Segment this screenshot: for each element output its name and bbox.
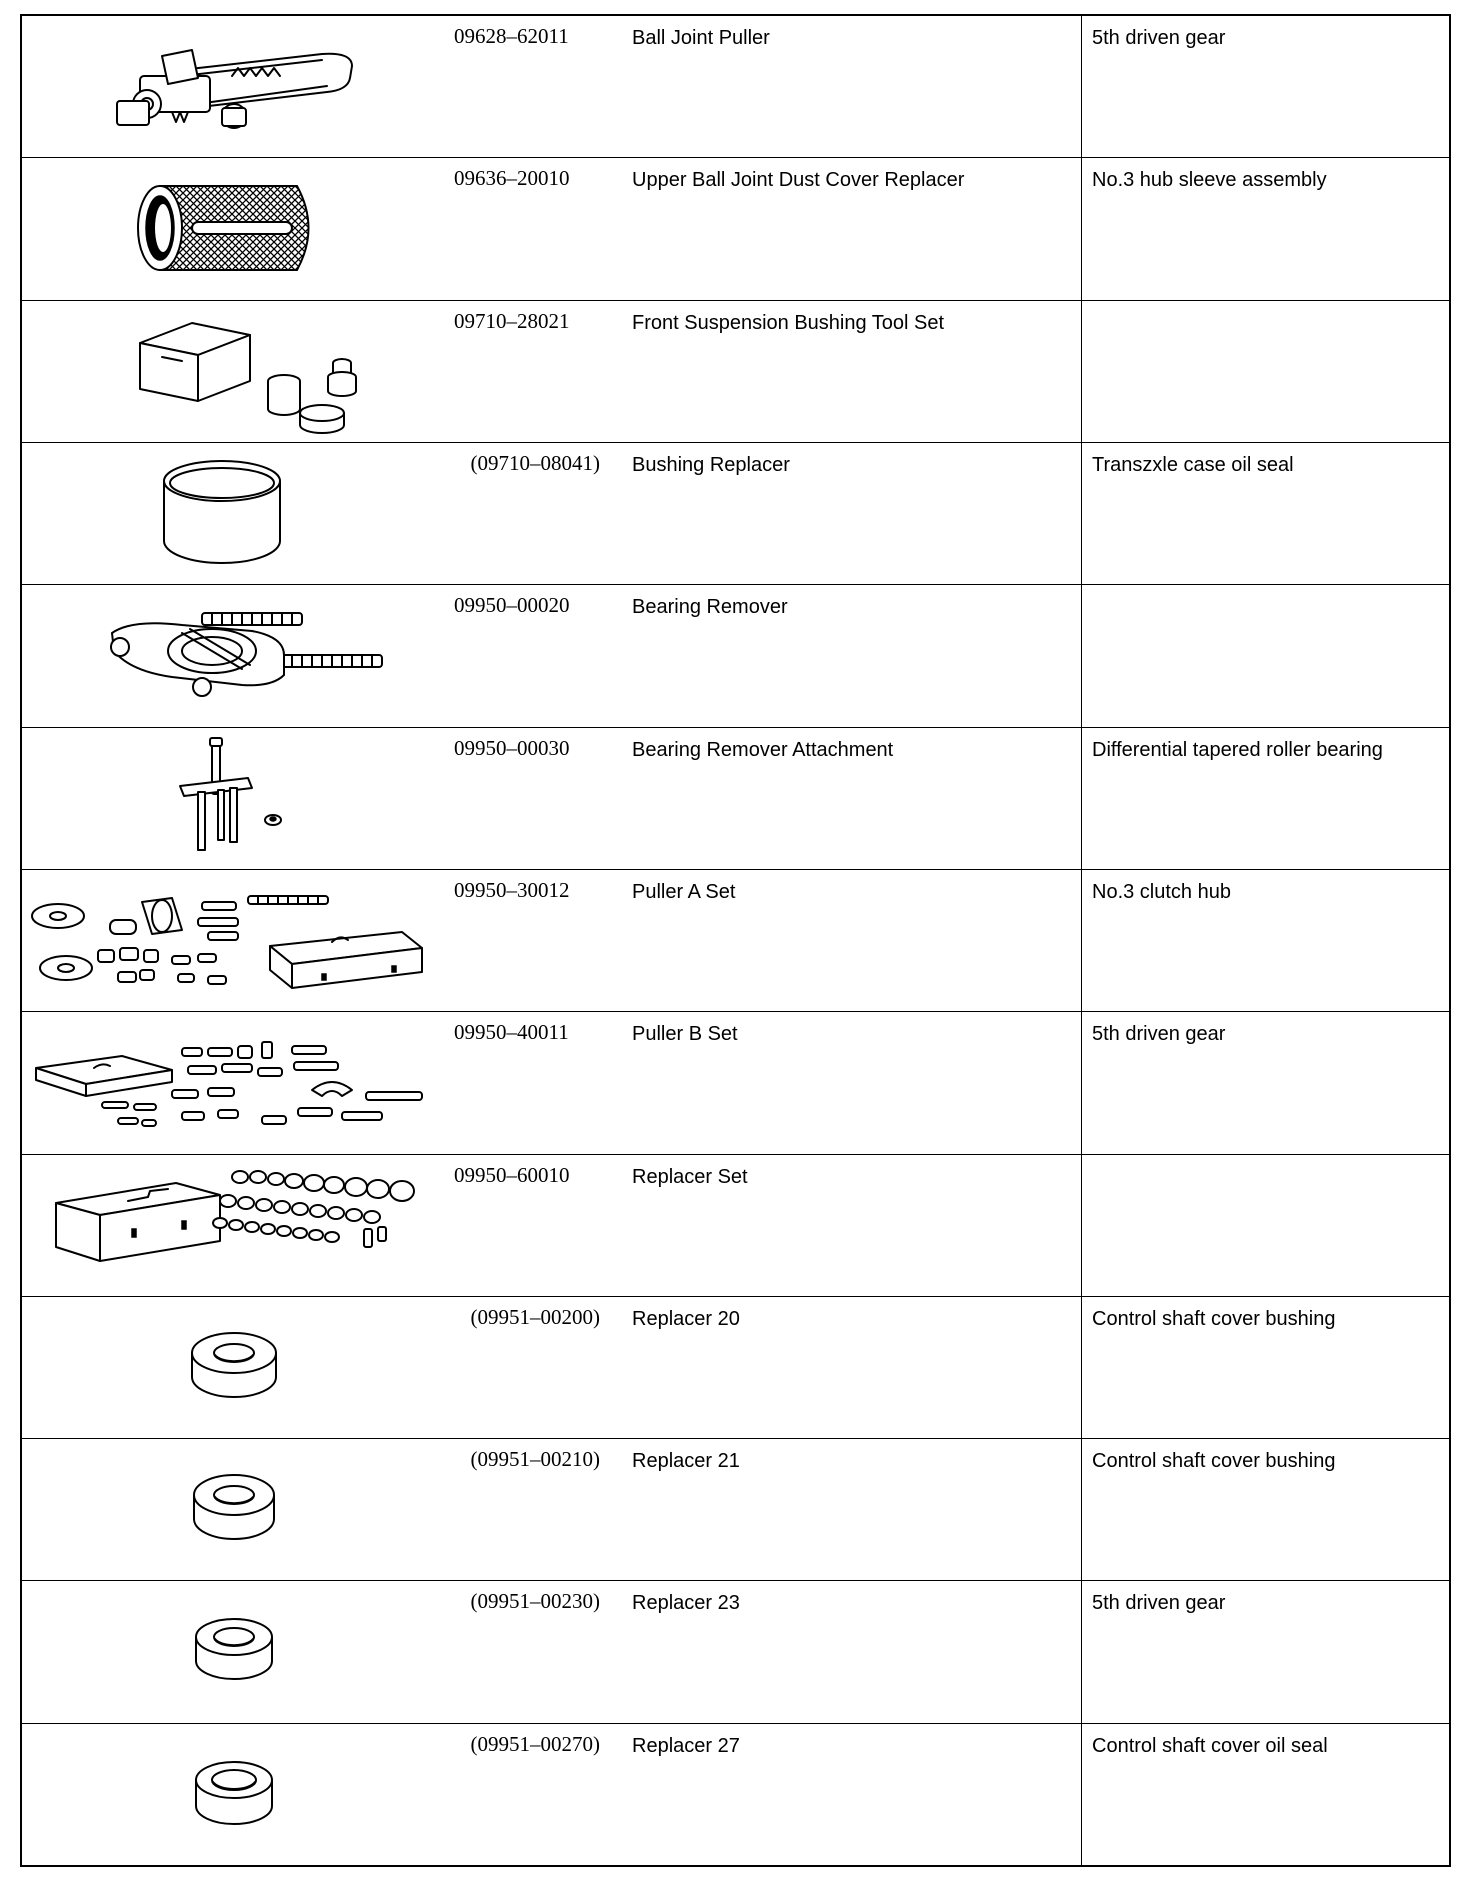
tool-illustration bbox=[22, 1581, 438, 1722]
bushing-tool-set-icon bbox=[22, 301, 438, 442]
tool-illustration bbox=[22, 1012, 438, 1153]
usage-note: Control shaft cover bushing bbox=[1092, 1450, 1336, 1473]
part-number: (09710–08041) bbox=[470, 450, 600, 475]
tool-illustration bbox=[22, 585, 438, 726]
part-number: 09636–20010 bbox=[454, 166, 570, 191]
tool-illustration bbox=[22, 443, 438, 584]
tool-illustration bbox=[22, 1439, 438, 1580]
tool-name: Replacer 20 bbox=[618, 1297, 1082, 1438]
usage-note: Control shaft cover oil seal bbox=[1092, 1734, 1328, 1757]
puller-a-set-icon bbox=[22, 870, 438, 1011]
special-service-tools-table bbox=[20, 14, 1451, 1867]
usage-note: Control shaft cover bushing bbox=[1092, 1307, 1336, 1330]
usage-note bbox=[1082, 585, 1449, 726]
tool-illustration bbox=[22, 158, 438, 299]
usage-note bbox=[1082, 301, 1449, 442]
table-row bbox=[22, 16, 1449, 158]
table-row bbox=[22, 158, 1449, 300]
replacer-ring-icon bbox=[22, 1724, 438, 1865]
table-row bbox=[22, 301, 1449, 443]
tool-illustration bbox=[22, 1297, 438, 1438]
part-number: 09950–00030 bbox=[454, 735, 570, 760]
tool-name: Replacer 23 bbox=[618, 1581, 1082, 1722]
part-number: 09628–62011 bbox=[454, 24, 569, 48]
tool-name: Replacer 27 bbox=[618, 1724, 1082, 1865]
part-number: (09951–00200) bbox=[470, 1304, 600, 1329]
table-row bbox=[22, 585, 1449, 727]
tool-illustration bbox=[22, 870, 438, 1011]
replacer-ring-icon bbox=[22, 1581, 438, 1722]
table-row bbox=[22, 1012, 1449, 1154]
usage-note bbox=[1082, 1155, 1449, 1296]
bushing-replacer-icon bbox=[22, 443, 438, 584]
tool-name: Ball Joint Puller bbox=[618, 16, 1082, 157]
part-number: 09950–30012 bbox=[454, 877, 570, 902]
usage-note: No.3 hub sleeve assembly bbox=[1092, 169, 1327, 192]
usage-note: No.3 clutch hub bbox=[1092, 880, 1231, 903]
replacer-ring-icon bbox=[22, 1439, 438, 1580]
part-number: (09951–00210) bbox=[470, 1447, 600, 1472]
table-row bbox=[22, 1724, 1449, 1865]
bearing-remover-icon bbox=[22, 585, 438, 726]
usage-note: 5th driven gear bbox=[1092, 1592, 1226, 1615]
dust-cover-replacer-icon bbox=[22, 158, 438, 299]
usage-note: 5th driven gear bbox=[1092, 1023, 1226, 1046]
usage-note: Transzxle case oil seal bbox=[1092, 453, 1294, 476]
part-number: (09951–00230) bbox=[470, 1589, 600, 1614]
replacer-set-icon bbox=[22, 1155, 438, 1296]
part-number: (09951–00270) bbox=[470, 1731, 600, 1756]
table-row bbox=[22, 1439, 1449, 1581]
tool-name: Bushing Replacer bbox=[618, 443, 1082, 584]
tool-illustration bbox=[22, 728, 438, 869]
tool-illustration bbox=[22, 1155, 438, 1296]
part-number: 09950–60010 bbox=[454, 1162, 570, 1187]
table-row bbox=[22, 870, 1449, 1012]
usage-note: Differential tapered roller bearing bbox=[1092, 738, 1383, 761]
puller-b-set-icon bbox=[22, 1012, 438, 1153]
replacer-ring-icon bbox=[22, 1297, 438, 1438]
part-number: 09950–40011 bbox=[454, 1020, 569, 1045]
tool-name: Bearing Remover Attachment bbox=[618, 728, 1082, 869]
table-row bbox=[22, 1155, 1449, 1297]
tool-name: Upper Ball Joint Dust Cover Replacer bbox=[618, 158, 1082, 299]
table-row bbox=[22, 728, 1449, 870]
part-number: 09950–00020 bbox=[454, 593, 570, 618]
tool-illustration bbox=[22, 1724, 438, 1865]
tool-name: Replacer 21 bbox=[618, 1439, 1082, 1580]
tool-illustration bbox=[22, 301, 438, 442]
tool-name: Front Suspension Bushing Tool Set bbox=[618, 301, 1082, 442]
tool-illustration bbox=[22, 16, 438, 157]
tool-name: Bearing Remover bbox=[618, 585, 1082, 726]
tool-name: Puller B Set bbox=[618, 1012, 1082, 1153]
bearing-remover-attachment-icon bbox=[22, 728, 438, 869]
part-number: 09710–28021 bbox=[454, 308, 570, 333]
table-row bbox=[22, 1581, 1449, 1723]
table-row bbox=[22, 1297, 1449, 1439]
tool-name: Puller A Set bbox=[618, 870, 1082, 1011]
table-row bbox=[22, 443, 1449, 585]
usage-note: 5th driven gear bbox=[1092, 27, 1226, 49]
ball-joint-puller-icon bbox=[22, 16, 438, 157]
tool-name: Replacer Set bbox=[618, 1155, 1082, 1296]
